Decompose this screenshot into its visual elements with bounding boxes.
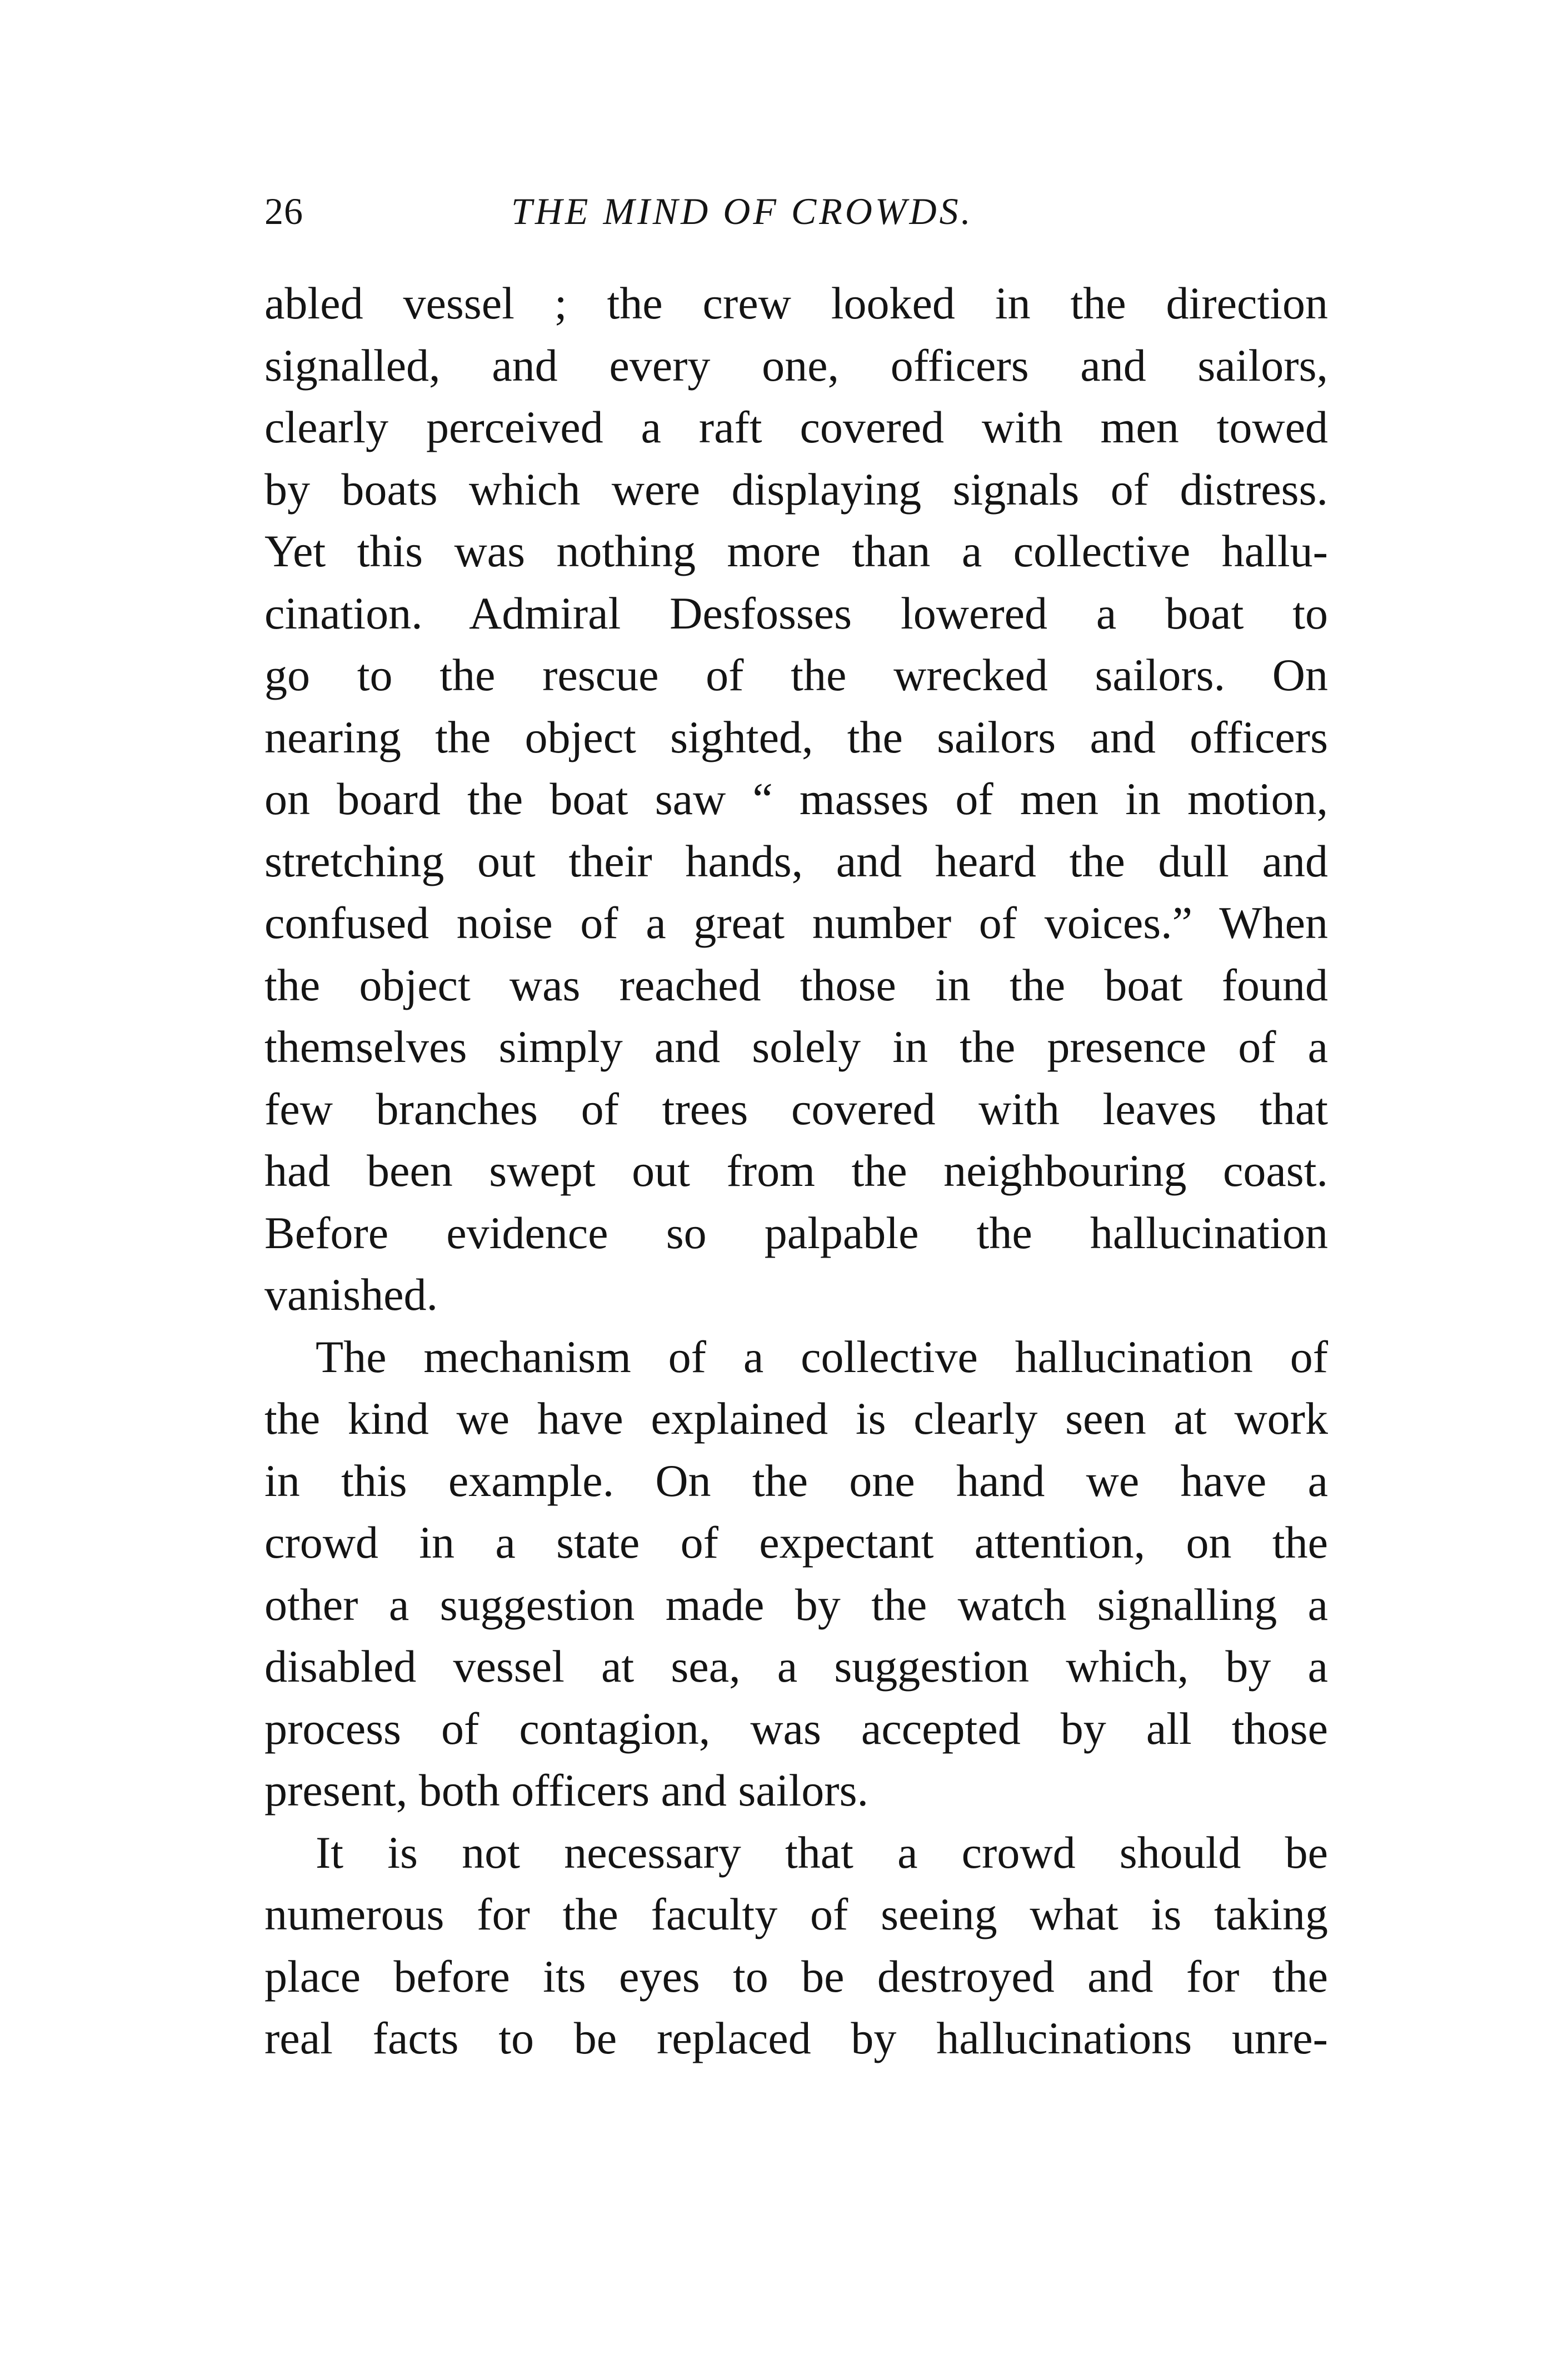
text-line: place before its eyes to be destroyed and for the bbox=[264, 1951, 1328, 2002]
text-line: Before evidence so palpable the hallucination bbox=[264, 1207, 1328, 1258]
text-line: It is not necessary that a crowd should be bbox=[316, 1827, 1328, 1878]
text-line: numerous for the faculty of seeing what is taking bbox=[264, 1889, 1328, 1939]
text-line: themselves simply and solely in the presence of a bbox=[264, 1021, 1328, 1072]
text-line: go to the rescue of the wrecked sailors. On bbox=[264, 650, 1328, 700]
text-line: in this example. On the one hand we have a bbox=[264, 1455, 1328, 1506]
text-line: crowd in a state of expectant attention, on the bbox=[264, 1517, 1328, 1568]
body-text bbox=[264, 272, 1328, 2069]
text-line: real facts to be replaced by hallucinations unre- bbox=[264, 2013, 1328, 2063]
text-line: few branches of trees covered with leaves that bbox=[264, 1083, 1328, 1134]
text-line: process of contagion, was accepted by all those bbox=[264, 1703, 1328, 1754]
text-line: nearing the object sighted, the sailors and officers bbox=[264, 711, 1328, 762]
text-line: present, both officers and sailors. bbox=[264, 1765, 868, 1816]
text-line: signalled, and every one, officers and sailors, bbox=[264, 340, 1328, 391]
text-line: by boats which were displaying signals of distress. bbox=[264, 463, 1328, 515]
page-header bbox=[264, 183, 1328, 250]
paragraph bbox=[264, 272, 1328, 1326]
page-number: 26 bbox=[264, 190, 303, 232]
text-line: abled vessel ; the crew looked in the direction bbox=[264, 278, 1328, 328]
text-line: Yet this was nothing more than a collective hallu- bbox=[264, 526, 1328, 576]
text-line: had been swept out from the neighbouring coast. bbox=[264, 1145, 1328, 1196]
paragraph bbox=[264, 1822, 1328, 2069]
text-line: the object was reached those in the boat found bbox=[264, 959, 1328, 1010]
text-line: cination. Admiral Desfosses lowered a boat to bbox=[264, 587, 1328, 639]
text-line: other a suggestion made by the watch signalling a bbox=[264, 1579, 1328, 1630]
text-line: stretching out their hands, and heard the dull and bbox=[264, 835, 1328, 886]
text-line: confused noise of a great number of voices.” When bbox=[264, 897, 1328, 948]
paragraph bbox=[264, 1326, 1328, 1822]
text-line: on board the boat saw “ masses of men in motion, bbox=[264, 774, 1328, 824]
text-line: vanished. bbox=[264, 1269, 438, 1320]
running-head: THE MIND OF CROWDS. bbox=[511, 190, 973, 232]
text-line: The mechanism of a collective hallucination of bbox=[316, 1331, 1328, 1382]
text-line: the kind we have explained is clearly seen at work bbox=[264, 1393, 1328, 1444]
text-line: clearly perceived a raft covered with men towed bbox=[264, 402, 1328, 452]
text-line: disabled vessel at sea, a suggestion which, by a bbox=[264, 1641, 1328, 1692]
